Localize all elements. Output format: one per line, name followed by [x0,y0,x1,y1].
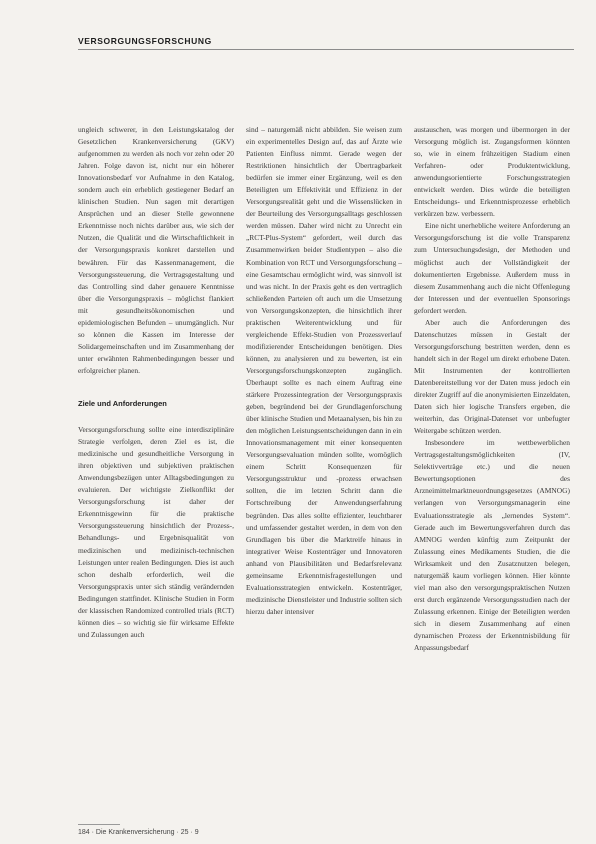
text-column-2 [246,124,402,618]
paragraph: Versorgungsforschung sollte eine interdisziplinäre Strategie verfolgen, deren Ziel es ist, die medizinische und gesundheitliche Versorgung in ihren objektiven und subjektiven praktischen Anwendungsbezügen unter Alltagsbedingungen zu evaluieren. Der wichtigste Zielkonflikt der Versorgungsforschung ist daher der Erkenntnisgewinn für die praktische Versorgungssteuerung hinsichtlich der Prozess-, Behandlungs- und Ergebnisqualität von medizinischen und medizinisch-technischen Leistungen unter realen Bedingungen. Dies ist auch schon deshalb erforderlich, weil die Versorgungspraxis unter sich ständig verändernden Bedingungen stattfindet. Klinische Studien in Form der klassischen Randomized controlled trials (RCT) können dies – so wichtig sie für wirksame Effekte und Zulassungen auch [78,425,234,639]
paragraph: Aber auch die Anforderungen des Datenschutzes müssen in Gestalt der Versorgungsforschung bestritten werden, denn es handelt sich in der Regel um direkt erhobene Daten. Mit Instrumenten der kontrollierten Datenbereitstellung vor der Daten muss jedoch ein direkter Zugriff auf die anonymisierten Einzeldaten, Daten sich hier logische Transfers ergeben, die weiterhin, das Original-Datenset vor unbefugter Weitergabe schützen werden. [414,317,570,436]
paragraph: sind – naturgemäß nicht abbilden. Sie weisen zum ein experimentelles Design auf, das auf Ärzte wie Patienten Einfluss nimmt. Gerade wegen der Restriktionen hinsichtlich der Übertragbarkeit bedürfen sie immer einer Ergänzung, weil es den Beteiligten um Effektivität und Effizienz in der Versorgungsrealität geht und die Wissenslücken in der Beurteilung des Versorgungsalltags geschlossen werden müssen. Daher wird nicht zu Unrecht ein „RCT-Plus-System“ gefordert, weil durch das Zusammenwirken beider Studientypen – also die Kombination von RCT und Versorgungsforschung – eine Gesamtschau ermöglicht wird, was sinnvoll ist und was nicht. In der Praxis geht es den vertraglich schließenden Parteien oft auch um die Umsetzung von Versorgungskonzepten, die hinsichtlich ihrer praktischen Weiterentwicklung und für vergleichende Effekt-Studien von Prozessverlauf modifizierender Entscheidungen benötigen. Dies können, zu analysieren und zu bewerten, ist ein Versorgungsforschungskonzepten zugänglich. Überhaupt sollte es nach einem Auftrag eine stärkere Prozessintegration der Versorgungspraxis geben, begründend bei der Grundlagenforschung über klinische Studien und Metaanalysen, bis hin zu den möglichen Leistungsentscheidungen dann in ein Innovationsmanagement mit einer konsequenten Versorgungsevaluation münden sollte, womöglich einem Schritt Konsequenzen für Versorgungsstruktur und -prozess erwachsen sollten, die im letzten Schritt dann die Fortschreibung der Anwendungserfahrung begründen. Das alles sollte effizienter, leuchtbarer und umfassender gestaltet werden, in dem von den Grundlagen bis über die Marktreife hinaus in integrativer Weise Kostenträger und Innovatoren anhand von Plausibilitäten und Bedarfsrelevanz gemeinsame Erkenntnisfragestellungen und Evaluationsstrategien entwickeln. Kostenträger, medizinische Dienstleister und Industrie sollten sich hierzu daher intensiver [246,125,402,616]
paragraph: Eine nicht unerhebliche weitere Anforderung an Versorgungsforschung ist die volle Transparenz zum Untersuchungsdesign, der Methoden und möglichst auch der Vollständigkeit der dokumentierten Ergebnisse. Außerdem muss in diesem Zusammenhang auch die nicht Offenlegung der Interessen und der eventuellen Sponsorings gefordert werden. [414,221,570,315]
paragraph: austauschen, was morgen und übermorgen in der Versorgung möglich ist. Zugangsformen könnten so, wie in einem frühzeitigen Stadium einen Verfahren- oder Produktentwicklung, anwendungsorientierte Forschungsstrategien entwickelt werden. Dies würde die beteiligten Entscheidungs- und Erkenntnisprozesse erheblich verkürzen bzw. verbessern. [414,125,570,219]
section-header-label: VERSORGUNGSFORSCHUNG [78,36,212,46]
paragraph: Insbesondere im wettbewerblichen Vertragsgestaltungsmöglichkeiten (IV, Selektivverträge etc.) und die neuen Bewertungsoptionen des Arzneimittelmarktneuordnungsgesetzes (AMNOG) verlangen von Versorgungsmanagerin eine Evaluationsstrategie als „lernendes System“. Gerade auch im Bewertungsverfahren durch das AMNOG werden künftig zum Zeitpunkt der Zulassung eines Medikaments Studien, die die Wirksamkeit und den Zusatznutzen belegen, naturgemäß kaum vorliegen können. Hier könnte viel man also den versorgungspraktischen Nutzen erst durch ergänzende Versorgungsstudien nach der Zulassung erkennen. Einige der Beteiligten werden sich in diesem Zusammenhang auf einen dynamischen Prozess der Erkenntnisbildung für Anpassungsbedarf [414,438,570,653]
footer-rule [78,824,120,825]
header-rule [78,49,574,50]
paragraph: ungleich schwerer, in den Leistungskatalog der Gesetzlichen Krankenversicherung (GKV) aufgenommen zu werden als noch vor zehn oder 20 Jahren. Folge davon ist, nicht nur ein höherer Innovationsbedarf vor Aufnahme in den Katalog, sondern auch ein erheblich gestiegener Bedarf an klinischen Studien. Nun sagen mit derartigen Ansprüchen und an dieser Stelle gewonnene Erkenntnisse noch nichts darüber aus, wie sich der Nutzen, die Qualität und die Wirtschaftlichkeit in der Versorgungspraxis konkret darstellen und bewähren. Für das Kassenmanagement, die Versorgungssteuerung, die Vertragsgestaltung und das Controlling sind daher genauere Kenntnisse über die Versorgungspraxis – möglichst flankiert mit gesundheitsökonomischen und epidemiologischen Befunden – unumgänglich. Nur so können die Kassen im Interesse der Solidargemeinschaften und im Zusammenhang der unter erwähnten Rahmenbedingungen besser und erfolgreicher planen. [78,125,234,375]
section-title: Ziele und Anforderungen [78,398,167,408]
text-column-1 [78,124,234,641]
page-footer: 184 · Die Krankenversicherung · 25 · 9 [78,829,199,836]
text-column-3 [414,124,570,654]
